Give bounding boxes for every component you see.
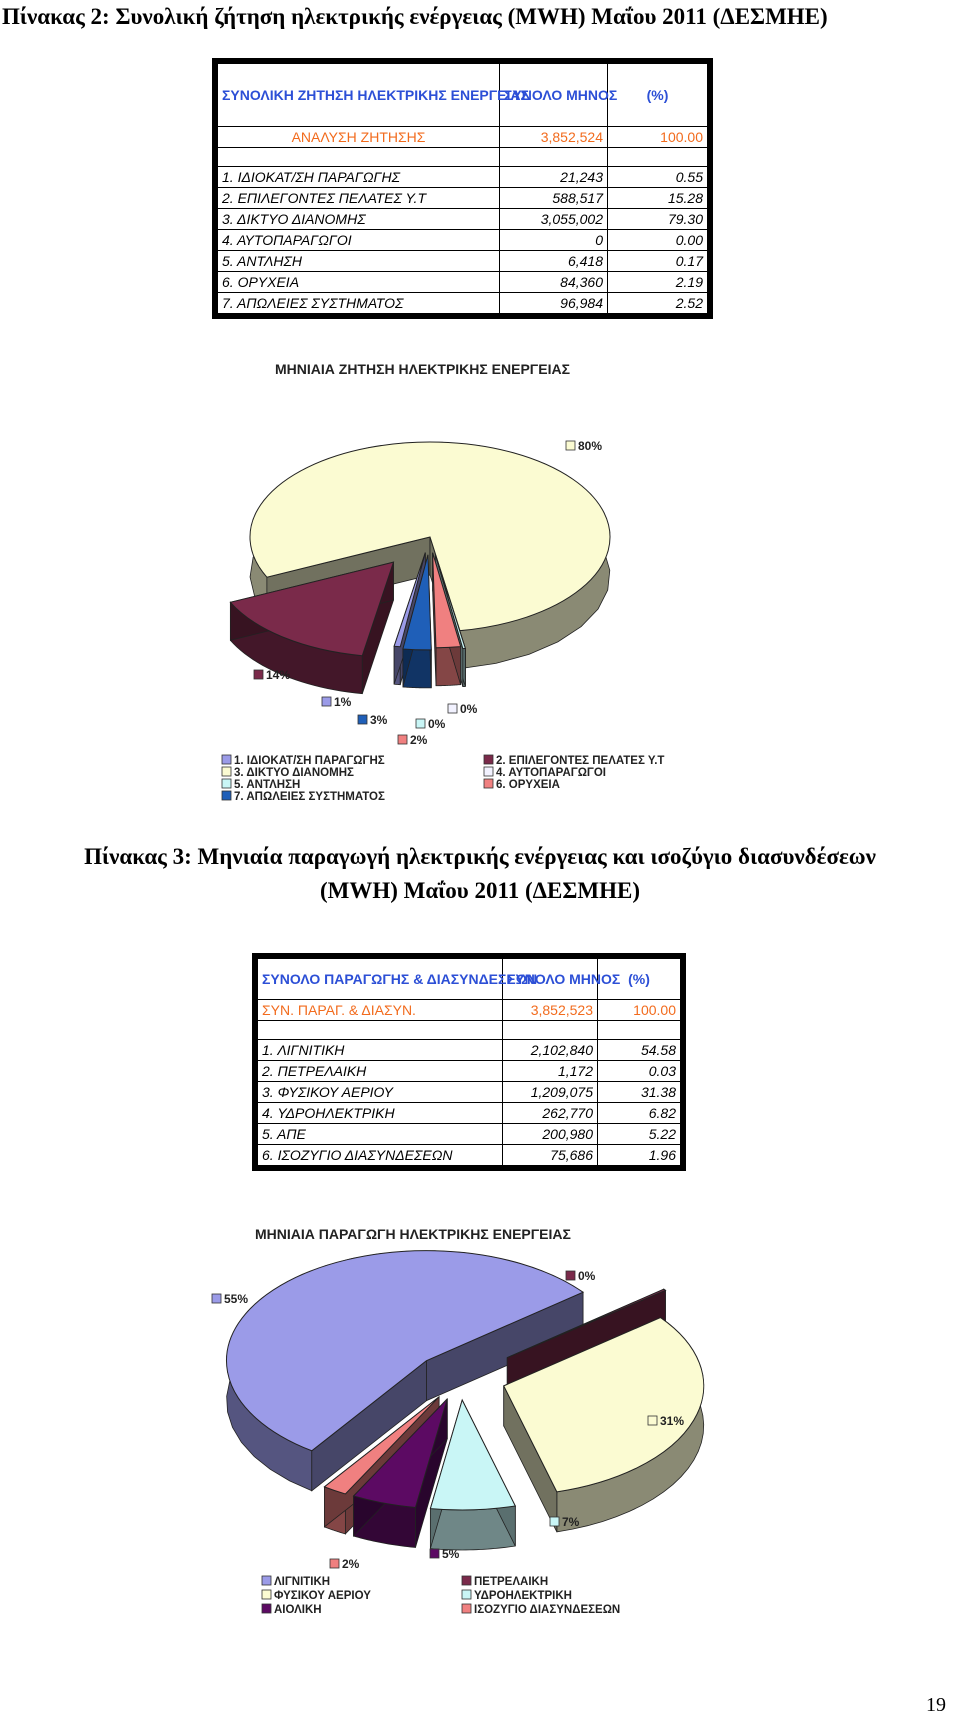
legend-swatch bbox=[484, 767, 493, 776]
row-percent: 0.03 bbox=[598, 1061, 681, 1082]
legend-swatch bbox=[462, 1576, 471, 1585]
table-row bbox=[218, 293, 708, 314]
legend-swatch bbox=[222, 791, 231, 800]
table-row bbox=[218, 209, 708, 230]
row-label: 4. ΥΔΡΟΗΛΕΚΤΡΙΚΗ bbox=[258, 1103, 503, 1124]
table-row bbox=[258, 1082, 681, 1103]
row-label: 5. ΑΝΤΛΗΣΗ bbox=[218, 251, 500, 272]
demand-table bbox=[212, 58, 713, 319]
legend-entry: ΥΔΡΟΗΛΕΚΤΡΙΚΗ bbox=[474, 1590, 572, 1602]
table-row bbox=[258, 1061, 681, 1082]
row-label: 1. ΙΔΙΟΚΑΤ/ΣΗ ΠΑΡΑΓΩΓΗΣ bbox=[218, 167, 500, 188]
table-row bbox=[218, 167, 708, 188]
total-row bbox=[258, 1000, 681, 1021]
demand-table-grid bbox=[217, 63, 708, 314]
data-label: 3% bbox=[370, 713, 388, 727]
row-value: 84,360 bbox=[500, 272, 608, 293]
legend-swatch bbox=[462, 1604, 471, 1613]
page-number: 19 bbox=[926, 1694, 946, 1716]
row-label: 7. ΑΠΩΛΕΙΕΣ ΣΥΣΤΗΜΑΤΟΣ bbox=[218, 293, 500, 314]
table-row bbox=[218, 230, 708, 251]
spacer-row bbox=[258, 1021, 681, 1040]
data-label: 0% bbox=[578, 1269, 596, 1283]
data-label: 14% bbox=[266, 668, 291, 682]
row-percent: 15.28 bbox=[608, 188, 708, 209]
row-percent: 1.96 bbox=[598, 1145, 681, 1166]
row-label: 4. ΑΥΤΟΠΑΡΑΓΩΓΟΙ bbox=[218, 230, 500, 251]
legend-entry: 2. ΕΠΙΛΕΓΟΝΤΕΣ ΠΕΛΑΤΕΣ Υ.Τ bbox=[496, 755, 665, 767]
data-label: 1% bbox=[334, 695, 352, 709]
data-label-swatch bbox=[448, 704, 457, 713]
data-label-swatch bbox=[358, 715, 367, 724]
legend-entry: 3. ΔΙΚΤΥΟ ΔΙΑΝΟΜΗΣ bbox=[234, 767, 354, 779]
legend-entry: ΠΕΤΡΕΛΑΙΚΗ bbox=[474, 1576, 549, 1588]
legend-entry: 4. ΑΥΤΟΠΑΡΑΓΩΓΟΙ bbox=[496, 767, 606, 779]
table-row bbox=[218, 188, 708, 209]
row-value: 96,984 bbox=[500, 293, 608, 314]
row-value: 21,243 bbox=[500, 167, 608, 188]
row-percent: 2.52 bbox=[608, 293, 708, 314]
row-label: 6. ΙΣΟΖΥΓΙΟ ΔΙΑΣΥΝΔΕΣΕΩΝ bbox=[258, 1145, 503, 1166]
col-header: ΣΥΝΟΛΙΚΗ ΖΗΤΗΣΗ ΗΛΕΚΤΡΙΚΗΣ ΕΝΕΡΓΕΙΑΣ bbox=[218, 64, 500, 127]
col-header: (%) bbox=[608, 64, 708, 127]
row-percent: 2.19 bbox=[608, 272, 708, 293]
row-label: 5. ΑΠΕ bbox=[258, 1124, 503, 1145]
col-header: (%) bbox=[598, 959, 681, 1000]
table3-heading-line2: (MWH) Μαΐου 2011 (ΔΕΣΜΗΕ) bbox=[319, 878, 641, 903]
data-label-swatch bbox=[566, 441, 575, 450]
total-label: ΑΝΑΛΥΣΗ ΖΗΤΗΣΗΣ bbox=[218, 127, 500, 148]
legend-entry: 7. ΑΠΩΛΕΙΕΣ ΣΥΣΤΗΜΑΤΟΣ bbox=[234, 791, 385, 803]
table3-heading-line1: Πίνακας 3: Μηνιαία παραγωγή ηλεκτρικής ενέργειας και ισοζύγιο διασυνδέσεων bbox=[84, 844, 876, 869]
production-table-header bbox=[258, 959, 681, 1000]
legend-entry: ΦΥΣΙΚΟΥ ΑΕΡΙΟΥ bbox=[274, 1590, 371, 1602]
legend-entry: ΑΙΟΛΙΚΗ bbox=[274, 1604, 322, 1616]
legend-entry: 1. ΙΔΙΟΚΑΤ/ΣΗ ΠΑΡΑΓΩΓΗΣ bbox=[234, 755, 385, 767]
table2-heading: Πίνακας 2: Συνολική ζήτηση ηλεκτρικής ενέργειας (MWH) Μαΐου 2011 (ΔΕΣΜΗΕ) bbox=[2, 4, 828, 29]
row-value: 0 bbox=[500, 230, 608, 251]
legend-swatch bbox=[484, 755, 493, 764]
row-value: 1,172 bbox=[503, 1061, 598, 1082]
col-header: ΣΥΝΟΛΟ ΜΗΝΟΣ bbox=[500, 64, 608, 127]
data-label: 0% bbox=[428, 717, 446, 731]
data-label: 2% bbox=[342, 1557, 360, 1571]
legend-entry: 5. ΑΝΤΛΗΣΗ bbox=[234, 779, 301, 791]
data-label-swatch bbox=[212, 1294, 221, 1303]
total-value: 3,852,524 bbox=[500, 127, 608, 148]
total-label: ΣΥΝ. ΠΑΡΑΓ. & ΔΙΑΣΥΝ. bbox=[258, 1000, 503, 1021]
chart-title: ΜΗΝΙΑΙΑ ΠΑΡΑΓΩΓΗ ΗΛΕΚΤΡΙΚΗΣ ΕΝΕΡΓΕΙΑΣ bbox=[255, 1226, 571, 1242]
table-row bbox=[218, 251, 708, 272]
row-label: 3. ΦΥΣΙΚΟΥ ΑΕΡΙΟΥ bbox=[258, 1082, 503, 1103]
total-percent: 100.00 bbox=[598, 1000, 681, 1021]
legend-swatch bbox=[484, 779, 493, 788]
legend-swatch bbox=[262, 1576, 271, 1585]
demand-pie-chart bbox=[0, 352, 960, 822]
row-percent: 79.30 bbox=[608, 209, 708, 230]
legend-swatch bbox=[462, 1590, 471, 1599]
row-value: 1,209,075 bbox=[503, 1082, 598, 1103]
row-value: 75,686 bbox=[503, 1145, 598, 1166]
data-label-swatch bbox=[430, 1549, 439, 1558]
row-label: 1. ΛΙΓΝΙΤΙΚΗ bbox=[258, 1040, 503, 1061]
table-row bbox=[258, 1145, 681, 1166]
data-label-swatch bbox=[330, 1559, 339, 1568]
legend-swatch bbox=[262, 1604, 271, 1613]
row-value: 2,102,840 bbox=[503, 1040, 598, 1061]
row-label: 3. ΔΙΚΤΥΟ ΔΙΑΝΟΜΗΣ bbox=[218, 209, 500, 230]
table-row bbox=[218, 272, 708, 293]
data-label: 5% bbox=[442, 1547, 460, 1561]
production-pie-chart bbox=[0, 1218, 960, 1638]
table-row bbox=[258, 1103, 681, 1124]
row-percent: 31.38 bbox=[598, 1082, 681, 1103]
data-label: 0% bbox=[460, 702, 478, 716]
spacer-row bbox=[218, 148, 708, 167]
legend-swatch bbox=[222, 755, 231, 764]
data-label: 80% bbox=[578, 439, 603, 453]
legend-swatch bbox=[222, 767, 231, 776]
data-label-swatch bbox=[254, 670, 263, 679]
legend-entry: ΙΣΟΖΥΓΙΟ ΔΙΑΣΥΝΔΕΣΕΩΝ bbox=[474, 1604, 621, 1616]
chart-title: ΜΗΝΙΑΙΑ ΖΗΤΗΣΗ ΗΛΕΚΤΡΙΚΗΣ ΕΝΕΡΓΕΙΑΣ bbox=[275, 361, 570, 377]
data-label-swatch bbox=[550, 1517, 559, 1526]
row-label: 2. ΠΕΤΡΕΛΑΙΚΗ bbox=[258, 1061, 503, 1082]
row-percent: 6.82 bbox=[598, 1103, 681, 1124]
table-row bbox=[258, 1124, 681, 1145]
data-label-swatch bbox=[566, 1271, 575, 1280]
data-label: 31% bbox=[660, 1414, 685, 1428]
total-row bbox=[218, 127, 708, 148]
data-label: 55% bbox=[224, 1292, 249, 1306]
col-header: ΣΥΝΟΛΟ ΜΗΝΟΣ bbox=[503, 959, 598, 1000]
row-percent: 0.17 bbox=[608, 251, 708, 272]
row-value: 3,055,002 bbox=[500, 209, 608, 230]
total-value: 3,852,523 bbox=[503, 1000, 598, 1021]
demand-table-header bbox=[218, 64, 708, 127]
row-percent: 5.22 bbox=[598, 1124, 681, 1145]
row-value: 588,517 bbox=[500, 188, 608, 209]
legend-swatch bbox=[222, 779, 231, 788]
row-value: 6,418 bbox=[500, 251, 608, 272]
data-label-swatch bbox=[398, 735, 407, 744]
legend-entry: ΛΙΓΝΙΤΙΚΗ bbox=[274, 1576, 331, 1588]
row-label: 2. ΕΠΙΛΕΓΟΝΤΕΣ ΠΕΛΑΤΕΣ Υ.Τ bbox=[218, 188, 500, 209]
data-label-swatch bbox=[322, 697, 331, 706]
row-percent: 0.55 bbox=[608, 167, 708, 188]
legend-swatch bbox=[262, 1590, 271, 1599]
table-row bbox=[258, 1040, 681, 1061]
row-label: 6. ΟΡΥΧΕΙΑ bbox=[218, 272, 500, 293]
data-label: 2% bbox=[410, 733, 428, 747]
production-table bbox=[252, 953, 686, 1171]
production-table-grid bbox=[257, 958, 681, 1166]
row-percent: 0.00 bbox=[608, 230, 708, 251]
col-header: ΣΥΝΟΛΟ ΠΑΡΑΓΩΓΗΣ & ΔΙΑΣΥΝΔΕΣΕΩΝ bbox=[258, 959, 503, 1000]
total-percent: 100.00 bbox=[608, 127, 708, 148]
data-label-swatch bbox=[648, 1416, 657, 1425]
row-value: 200,980 bbox=[503, 1124, 598, 1145]
row-percent: 54.58 bbox=[598, 1040, 681, 1061]
legend-entry: 6. ΟΡΥΧΕΙΑ bbox=[496, 779, 560, 791]
data-label-swatch bbox=[416, 719, 425, 728]
data-label: 7% bbox=[562, 1515, 580, 1529]
row-value: 262,770 bbox=[503, 1103, 598, 1124]
